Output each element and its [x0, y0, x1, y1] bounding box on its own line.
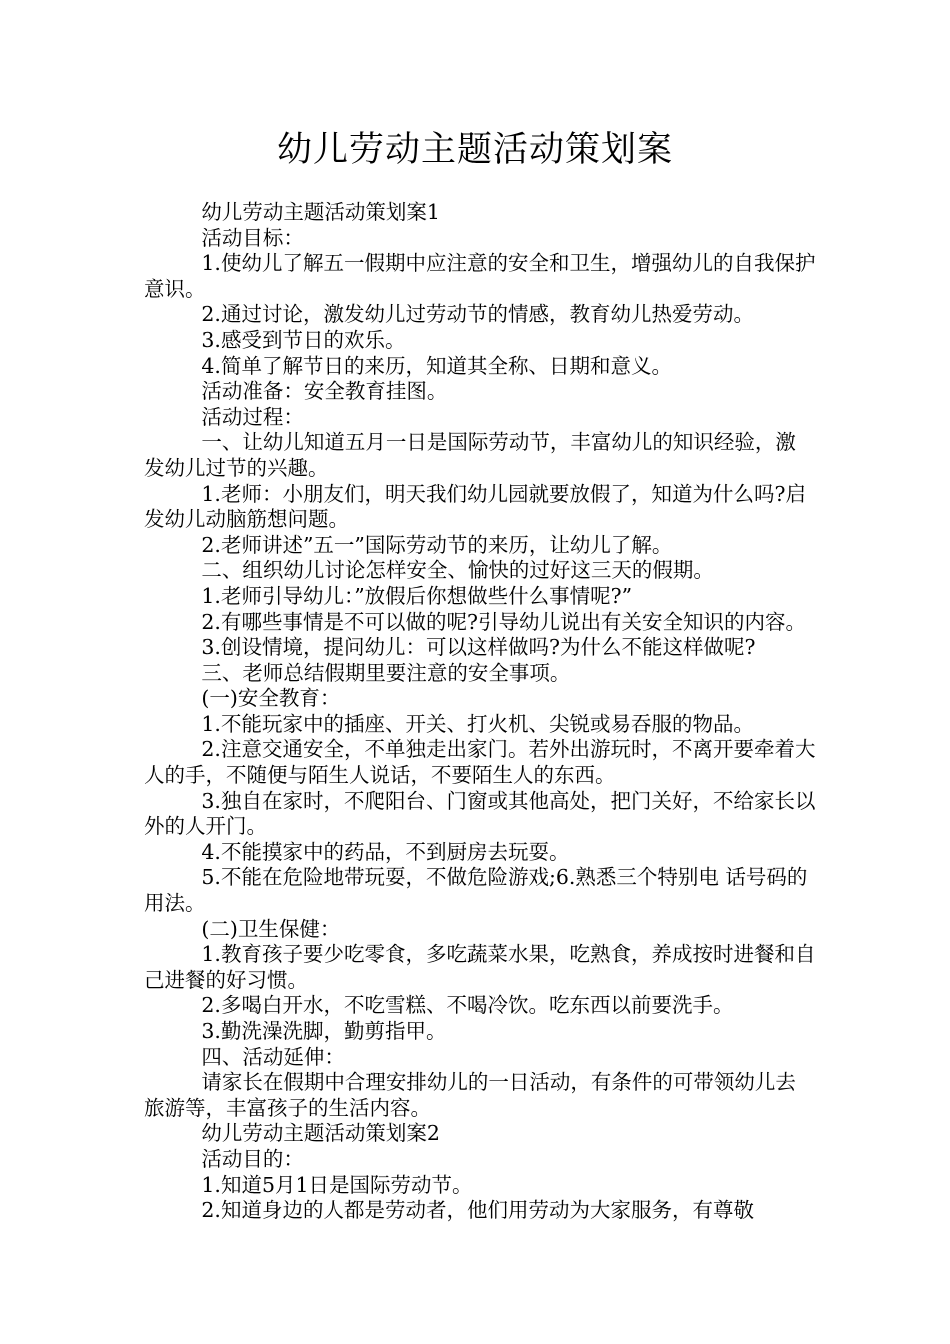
paragraph: 2.老师讲述”五一”国际劳动节的来历，让幼儿了解。	[201, 532, 673, 557]
paragraph: 请家长在假期中合理安排幼儿的一日活动，有条件的可带领幼儿去旅游等，丰富孩子的生活内容。	[144, 1070, 796, 1120]
paragraph: 4.不能摸家中的药品，不到厨房去玩耍。	[201, 839, 570, 864]
paragraph: 1.老师引导幼儿：”放假后你想做些什么事情呢?”	[201, 583, 633, 608]
paragraph: 2.有哪些事情是不可以做的呢?引导幼儿说出有关安全知识的内容。	[201, 609, 806, 634]
paragraph: 2.多喝白开水，不吃雪糕、不喝冷饮。吃东西以前要洗手。	[201, 993, 734, 1018]
paragraph: 3.勤洗澡洗脚，勤剪指甲。	[201, 1019, 447, 1043]
paragraph: 1.老师：小朋友们，明天我们幼儿园就要放假了，知道为什么吗?启发幼儿动脑筋想问题。	[144, 481, 806, 532]
paragraph: 1.不能玩家中的插座、开关、打火机、尖锐或易吞服的物品。	[201, 711, 754, 736]
paragraph: 1.使幼儿了解五一假期中应注意的安全和卫生，增强幼儿的自我保护意识。	[144, 251, 816, 301]
paragraph: 一、让幼儿知道五月一日是国际劳动节，丰富幼儿的知识经验，激发幼儿过节的兴趣。	[144, 430, 796, 480]
paragraph: 三、老师总结假期里要注意的安全事项。	[201, 660, 571, 685]
paragraph: 活动目的：	[201, 1146, 304, 1171]
section-heading-plan-1: 幼儿劳动主题活动策划案1	[201, 200, 440, 224]
paragraph: (二)卫生保健：	[201, 916, 341, 941]
paragraph: 2.通过讨论，激发幼儿过劳动节的情感，教育幼儿热爱劳动。	[201, 302, 754, 327]
paragraph: 活动目标：	[201, 225, 304, 250]
paragraph: 活动过程：	[201, 404, 304, 429]
paragraph: 1.知道5月1日是国际劳动节。	[201, 1172, 473, 1197]
paragraph: 二、组织幼儿讨论怎样安全、愉快的过好这三天的假期。	[201, 558, 714, 583]
paragraph: 4.简单了解节日的来历，知道其全称、日期和意义。	[201, 353, 672, 378]
paragraph: 5.不能在危险地带玩耍，不做危险游戏;6.熟悉三个特别电 话号码的用法。	[144, 865, 808, 916]
paragraph: 2.知道身边的人都是劳动者，他们用劳动为大家服务，有尊敬	[201, 1198, 754, 1223]
paragraph: 活动准备：安全教育挂图。	[201, 379, 448, 404]
paragraph: 3.感受到节日的欢乐。	[201, 327, 406, 352]
paragraph: (一)安全教育：	[201, 686, 341, 711]
paragraph: 四、活动延伸：	[201, 1044, 345, 1069]
paragraph: 3.创设情境，提问幼儿：可以这样做吗?为什么不能这样做呢?	[201, 635, 756, 660]
section-heading-plan-2: 幼儿劳动主题活动策划案2	[201, 1121, 440, 1146]
paragraph: 2.注意交通安全，不单独走出家门。若外出游玩时，不离开要牵着大人的手，不随便与陌生人说话，不要陌生人的东西。	[144, 737, 816, 788]
paragraph: 1.教育孩子要少吃零食，多吃蔬菜水果，吃熟食，养成按时进餐和自己进餐的好习惯。	[144, 942, 816, 992]
document-title: 幼儿劳动主题活动策划案	[276, 130, 673, 170]
paragraph: 3.独自在家时，不爬阳台、门窗或其他高处，把门关好，不给家长以外的人开门。	[144, 788, 816, 839]
document-body	[144, 200, 816, 1224]
